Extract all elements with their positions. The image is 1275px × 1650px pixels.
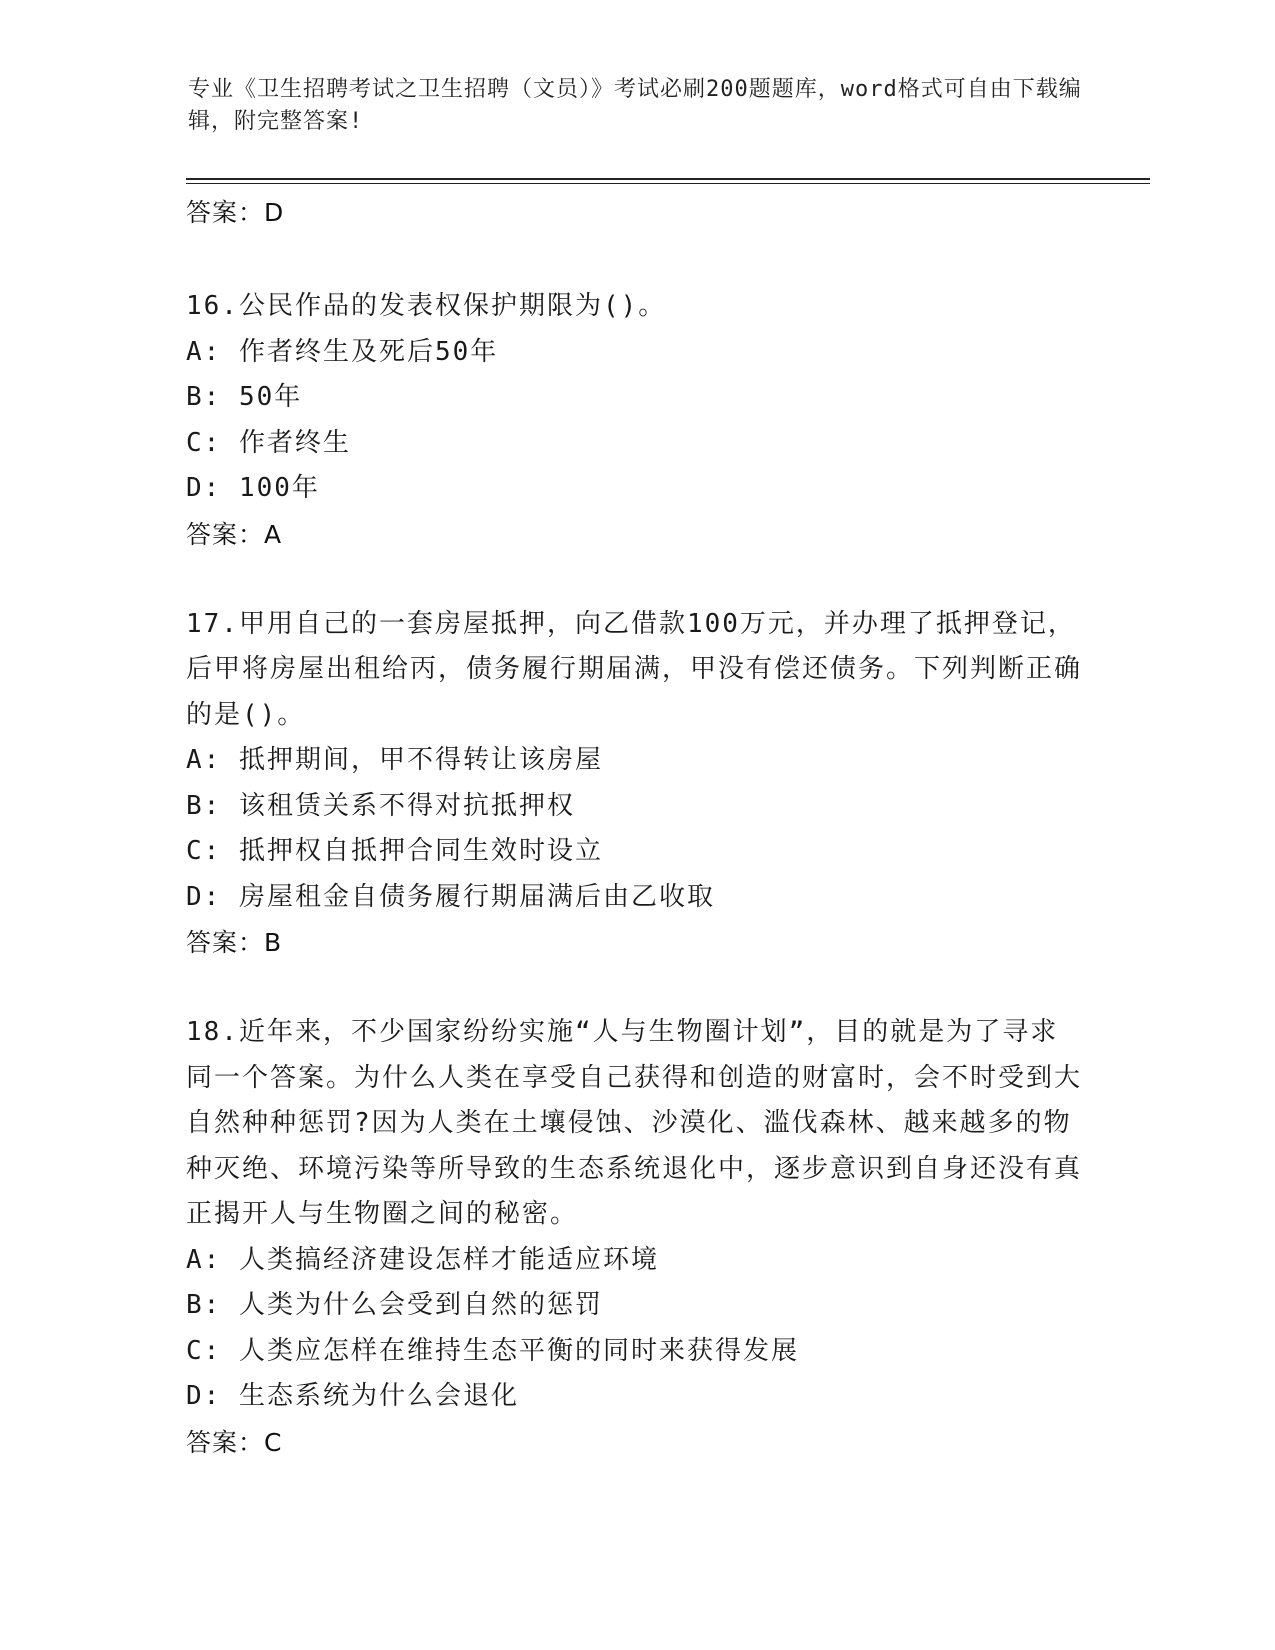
question-stem: 17.甲用自己的一套房屋抵押，向乙借款100万元，并办理了抵押登记，后甲将房屋出租给丙，债务履行期届满，甲没有偿还债务。下列判断正确的是()。 (186, 608, 1083, 730)
answer-line: 答案：B (186, 928, 283, 957)
question-list (186, 190, 1086, 1466)
header-divider (186, 178, 1150, 184)
option-a: A: 抵押期间，甲不得转让该房屋 (186, 745, 603, 775)
option-b: B: 50年 (186, 382, 303, 412)
spacer (186, 236, 1086, 280)
option-d: D: 生态系统为什么会退化 (186, 1381, 519, 1411)
option-d: D: 房屋租金自债务履行期届满后由乙收取 (186, 881, 715, 912)
option-c: C: 作者终生 (186, 427, 351, 458)
page-header: 专业《卫生招聘考试之卫生招聘（文员）》考试必刷200题题库，word格式可自由下载编辑，附完整答案! (188, 77, 1082, 134)
question-16 (186, 284, 1086, 558)
question-18 (186, 1010, 1086, 1466)
question-17 (186, 602, 1086, 967)
question-stem: 18.近年来，不少国家纷纷实施“人与生物圈计划”，目的就是为了寻求同一个答案。为什么人类在享受自己获得和创造的财富时，会不时受到大自然种种惩罚?因为人类在土壤侵蚀、沙漠化、滥伐森林、越来越多的物种灭绝、环境污染等所导致的生态系统退化中，逐步意识到自身还没有真正揭开人与生物圈之间的秘密。 (186, 1017, 1083, 1229)
option-b: B: 人类为什么会受到自然的惩罚 (186, 1290, 603, 1320)
spacer (186, 558, 1086, 602)
option-b: B: 该租赁关系不得对抗抵押权 (186, 790, 575, 821)
option-c: C: 人类应怎样在维持生态平衡的同时来获得发展 (186, 1335, 799, 1366)
question-stem: 16.公民作品的发表权保护期限为()。 (186, 291, 667, 321)
answer-line: 答案：C (186, 1427, 283, 1457)
option-a: A: 作者终生及死后50年 (186, 336, 499, 367)
option-a: A: 人类搞经济建设怎样才能适应环境 (186, 1244, 659, 1275)
previous-answer: 答案：D (186, 198, 285, 227)
answer-line: 答案：A (186, 519, 283, 549)
option-d: D: 100年 (186, 473, 320, 503)
option-c: C: 抵押权自抵押合同生效时设立 (186, 836, 603, 866)
spacer (186, 966, 1086, 1010)
